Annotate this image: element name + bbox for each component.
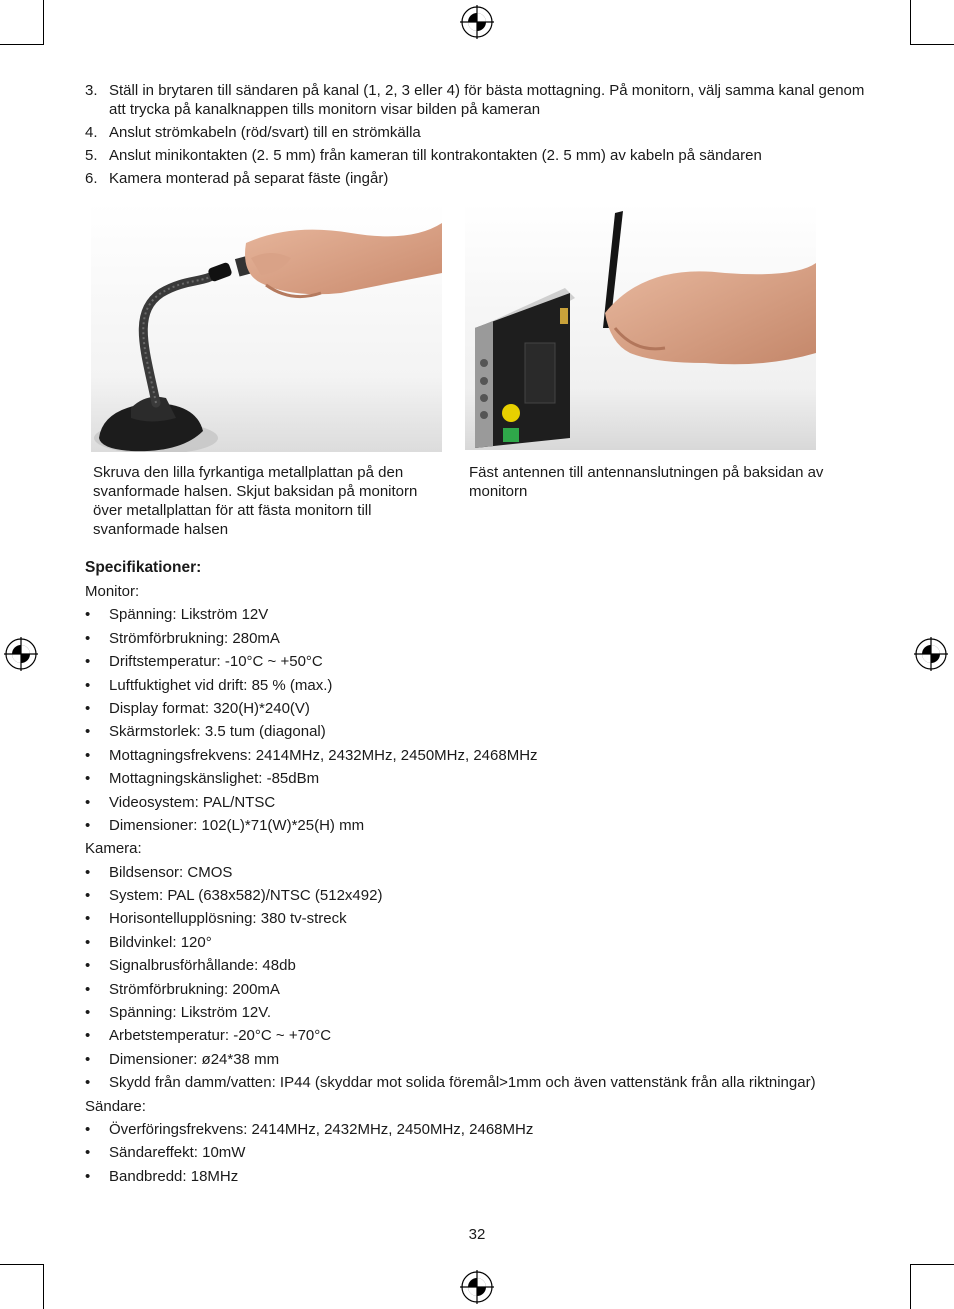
spec-item: • Sändareffekt: 10mW (85, 1144, 246, 1162)
spec-item: • Överföringsfrekvens: 2414MHz, 2432MHz, 2450MHz, 2468MHz (85, 1120, 534, 1138)
spec-item: • Dimensioner: ø24*38 mm (85, 1050, 280, 1068)
spec-item: • Dimensioner: 102(L)*71(W)*25(H) mm (85, 816, 365, 834)
crop-mark (910, 1264, 954, 1265)
registration-mark-icon (460, 5, 494, 39)
spec-item: • Bildvinkel: 120° (85, 933, 212, 951)
spec-item: • Horisontellupplösning: 380 tv-streck (85, 910, 347, 928)
right-figure-caption: Fäst antennen till antennanslutningen på baksidan av monitorn (469, 464, 824, 500)
specifications-heading: Specifikationer: (85, 559, 202, 576)
spec-item: • Mottagningsfrekvens: 2414MHz, 2432MHz, 2450MHz, 2468MHz (85, 746, 538, 764)
crop-mark (910, 44, 954, 45)
spec-item: • Signalbrusförhållande: 48db (85, 957, 296, 975)
page-number: 32 (468, 1226, 486, 1243)
spec-item: • Spänning: Likström 12V. (85, 1004, 272, 1022)
gooseneck-mount-photo (91, 203, 442, 452)
spec-item: • Spänning: Likström 12V (85, 606, 269, 624)
left-figure-caption: Skruva den lilla fyrkantiga metallplattan på den svanformade halsen. Skjut baksidan på monitorn över metallplattan för att fästa monitorn till svanformade halsen (93, 464, 418, 538)
registration-mark-icon (4, 637, 38, 671)
step-item: 5. Anslut minikontakten (2. 5 mm) från kameran till kontrakontakten (2. 5 mm) av kabeln på sändaren (85, 147, 762, 164)
monitor-group-label: Monitor: (85, 583, 140, 600)
spec-item: • Mottagningskänslighet: -85dBm (85, 770, 320, 788)
crop-mark (0, 1264, 44, 1265)
step-item: 6. Kamera monterad på separat fäste (ingår) (85, 170, 389, 187)
monitor-antenna-photo (465, 203, 816, 450)
transmitter-group-label: Sändare: (85, 1097, 146, 1115)
camera-group-label: Kamera: (85, 840, 142, 858)
spec-item: • Videosystem: PAL/NTSC (85, 793, 276, 811)
crop-mark (0, 44, 44, 45)
crop-mark (43, 1264, 44, 1309)
spec-item: • Skydd från damm/vatten: IP44 (skyddar mot solida föremål>1mm och även vattenstänk från alla riktningar) (85, 1074, 816, 1092)
registration-mark-icon (460, 1270, 494, 1304)
spec-item: • Strömförbrukning: 200mA (85, 980, 280, 998)
spec-item: • Arbetstemperatur: -20°C ~ +70°C (85, 1027, 332, 1045)
spec-item: • Driftstemperatur: -10°C ~ +50°C (85, 653, 323, 671)
spec-item: • Luftfuktighet vid drift: 85 % (max.) (85, 676, 333, 694)
transmitter-spec-list (85, 1120, 885, 1186)
crop-mark (910, 0, 911, 45)
spec-item: • System: PAL (638x582)/NTSC (512x492) (85, 887, 383, 905)
spec-item: • Bandbredd: 18MHz (85, 1167, 239, 1185)
installation-steps (85, 81, 885, 192)
specifications-section (85, 558, 885, 1190)
crop-mark (910, 1264, 911, 1309)
step-item: 4. Anslut strömkabeln (röd/svart) till en strömkälla (85, 124, 421, 141)
step-item: 3. Ställ in brytaren till sändaren på kanal (1, 2, 3 eller 4) för bästa mottagning. På monitorn, välj samma kanal genom att trycka på kanalknappen tills monitorn visar bilden på kameran (85, 82, 865, 118)
crop-mark (43, 0, 44, 45)
spec-item: • Bildsensor: CMOS (85, 863, 233, 881)
spec-item: • Strömförbrukning: 280mA (85, 629, 280, 647)
spec-item: • Display format: 320(H)*240(V) (85, 699, 310, 717)
camera-spec-list (85, 863, 885, 1093)
spec-item: • Skärmstorlek: 3.5 tum (diagonal) (85, 723, 326, 741)
monitor-spec-list (85, 605, 885, 835)
registration-mark-icon (914, 637, 948, 671)
